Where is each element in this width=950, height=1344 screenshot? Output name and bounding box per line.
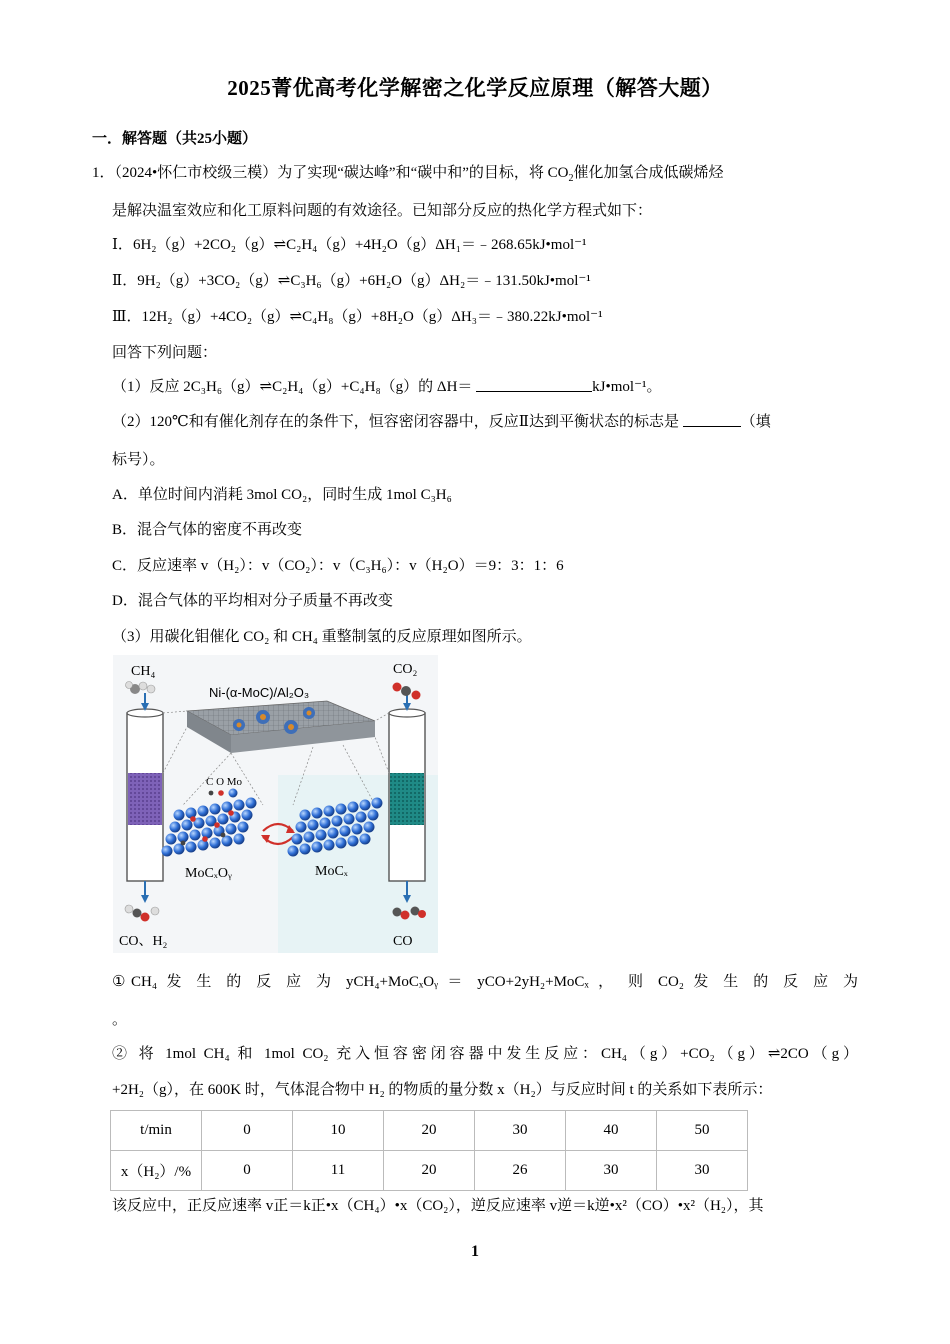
- equation-2: Ⅱ．9H₂（g）+3CO₂（g）⇌C₃H₆（g）+6H₂O（g）ΔH₂＝﹣131.50kJ•mol⁻¹: [112, 273, 591, 289]
- rate-expression-line: 该反应中，正反应速率 v正＝k正•x（CH₄）•x（CO₂），逆反应速率 v逆＝k逆•x²（CO）•x²（H₂），其: [112, 1198, 764, 1214]
- part-2-line2: 标号）。: [112, 452, 165, 468]
- right-output-label: CO: [393, 934, 413, 949]
- part-1: （1）反应 2C₃H₆（g）⇌C₂H₄（g）+C₄H₈（g）的 ΔH＝ kJ•mol⁻¹。: [112, 379, 662, 395]
- left-reactor-tube: [127, 693, 163, 903]
- co2-label: CO₂: [393, 662, 418, 677]
- sub-question-2-line1: ② 将 1mol CH₄ 和 1mol CO₂ 充入恒容密闭容器中发生反应：CH₄（g）+CO₂（g）⇌2CO（g）: [112, 1046, 858, 1062]
- moco-label: MoCₓOᵧ: [185, 866, 232, 881]
- moc-label: MoCₓ: [315, 864, 348, 879]
- option-d: D．混合气体的平均相对分子质量不再改变: [112, 593, 393, 609]
- atom-legend-label: C O Mo: [206, 776, 243, 788]
- section-heading: 一．解答题（共25小题）: [92, 131, 258, 147]
- answer-prompt: 回答下列问题：: [112, 345, 218, 361]
- sub-question-1-line1: ①CH₄ 发 生 的 反 应 为 yCH₄+MoCₓOᵧ ＝ yCO+2yH₂+MoCₓ ， 则 CO₂ 发 生 的 反 应 为: [112, 974, 858, 990]
- question-intro-line1: 1．（2024•怀仁市校级三模）为了实现“碳达峰”和“碳中和”的目标，将 $CO_2$催化加氢合成低碳烯烃: [92, 165, 724, 184]
- option-b: B．混合气体的密度不再改变: [112, 522, 303, 538]
- answer-blank-1[interactable]: [476, 391, 592, 392]
- table-row: x（H₂）/% 0 11 20 26 30 30: [111, 1151, 748, 1191]
- ch4-label: CH₄: [131, 664, 156, 679]
- question-number: 1．: [92, 165, 115, 181]
- part-3: （3）用碳化钼催化 CO₂ 和 CH₄ 重整制氢的反应原理如图所示。: [112, 629, 532, 645]
- catalyst-diagram: [113, 655, 438, 953]
- equation-3: Ⅲ．12H₂（g）+4CO₂（g）⇌C₄H₈（g）+8H₂O（g）ΔH₃＝﹣380.22kJ•mol⁻¹: [112, 309, 603, 325]
- option-c: C．反应速率 v（H₂）：v（CO₂）：v（C₃H₆）：v（H₂O）＝9：3：1：6: [112, 558, 564, 574]
- part-2-line1: （2）120℃和有催化剂存在的条件下，恒容密闭容器中，反应Ⅱ达到平衡状态的标志是 （填: [112, 414, 771, 430]
- data-table: [110, 1110, 748, 1191]
- option-a: A．单位时间内消耗 3mol CO₂，同时生成 1mol C₃H₆: [112, 487, 452, 503]
- right-reactor-tube: [389, 693, 425, 903]
- sub-question-2-line2: +2H₂（g），在 600K 时，气体混合物中 H₂ 的物质的量分数 x（H₂）与反应时间 t 的关系如下表所示：: [112, 1082, 773, 1098]
- table-row: t/min 0 10 20 30 40 50: [111, 1111, 748, 1151]
- question-intro-line2: 是解决温室效应和化工原料问题的有效途径。已知部分反应的热化学方程式如下：: [112, 203, 653, 219]
- answer-blank-2[interactable]: [683, 426, 741, 427]
- sub-question-1-line2: 。: [112, 1012, 128, 1028]
- page-title: 2025菁优高考化学解密之化学反应原理（解答大题）: [227, 76, 723, 100]
- equation-1: Ⅰ．6H₂（g）+2CO₂（g）⇌C₂H₄（g）+4H₂O（g）ΔH₁＝﹣268.65kJ•mol⁻¹: [112, 237, 587, 253]
- page-number: 1: [471, 1243, 479, 1260]
- catalyst-label: Ni-(α-MoC)/Al₂O₃: [209, 685, 310, 700]
- left-output-label: CO、H₂: [119, 934, 168, 949]
